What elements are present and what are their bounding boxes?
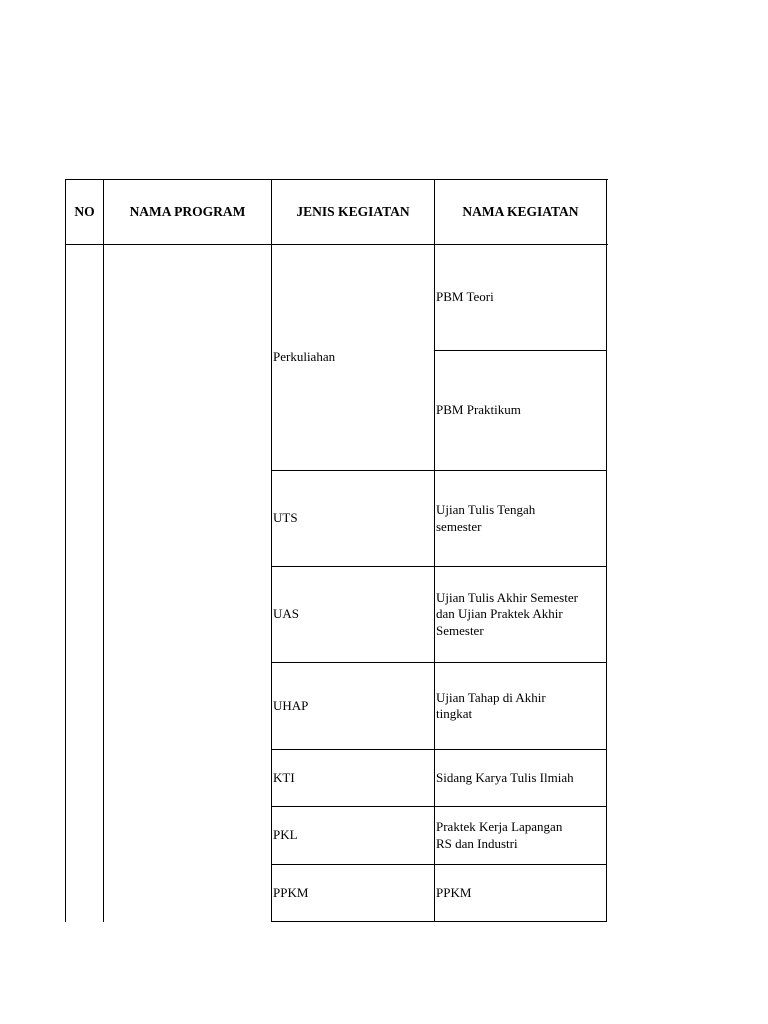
table-cell-kegiatan: Praktek Kerja Lapangan RS dan Industri (436, 819, 563, 851)
table-cell-jenis: PKL (273, 827, 298, 843)
row-divider-ppkm (271, 921, 607, 922)
table-cell-kegiatan: Ujian Tahap di Akhir tingkat (436, 689, 546, 721)
header-nama-kegiatan: NAMA KEGIATAN (462, 203, 579, 219)
header-jenis-kegiatan: JENIS KEGIATAN (296, 203, 410, 219)
header-nama-program: NAMA PROGRAM (129, 203, 246, 219)
table-cell-jenis: PPKM (273, 884, 309, 900)
table-cell-jenis: Perkuliahan (273, 349, 336, 365)
table-cell-kegiatan: Ujian Tulis Tengah semester (436, 502, 536, 534)
table-border-left (65, 179, 66, 922)
table-cell-kegiatan: Ujian Tulis Akhir Semester dan Ujian Praktek Akhir Semester (436, 589, 578, 638)
table-cell-kegiatan: PPKM (436, 884, 472, 900)
table-cell-jenis: UTS (273, 510, 298, 526)
header-no: NO (74, 203, 95, 219)
table-cell-jenis: KTI (273, 769, 295, 785)
table-border-right (606, 179, 607, 922)
table-cell-jenis: UAS (273, 606, 300, 622)
table-cell-kegiatan: PBM Praktikum (436, 402, 521, 418)
column-divider-no (103, 179, 104, 922)
table-cell-jenis: UHAP (273, 697, 309, 713)
table-cell-kegiatan: PBM Teori (436, 289, 494, 305)
table-cell-kegiatan: Sidang Karya Tulis Ilmiah (436, 769, 574, 785)
